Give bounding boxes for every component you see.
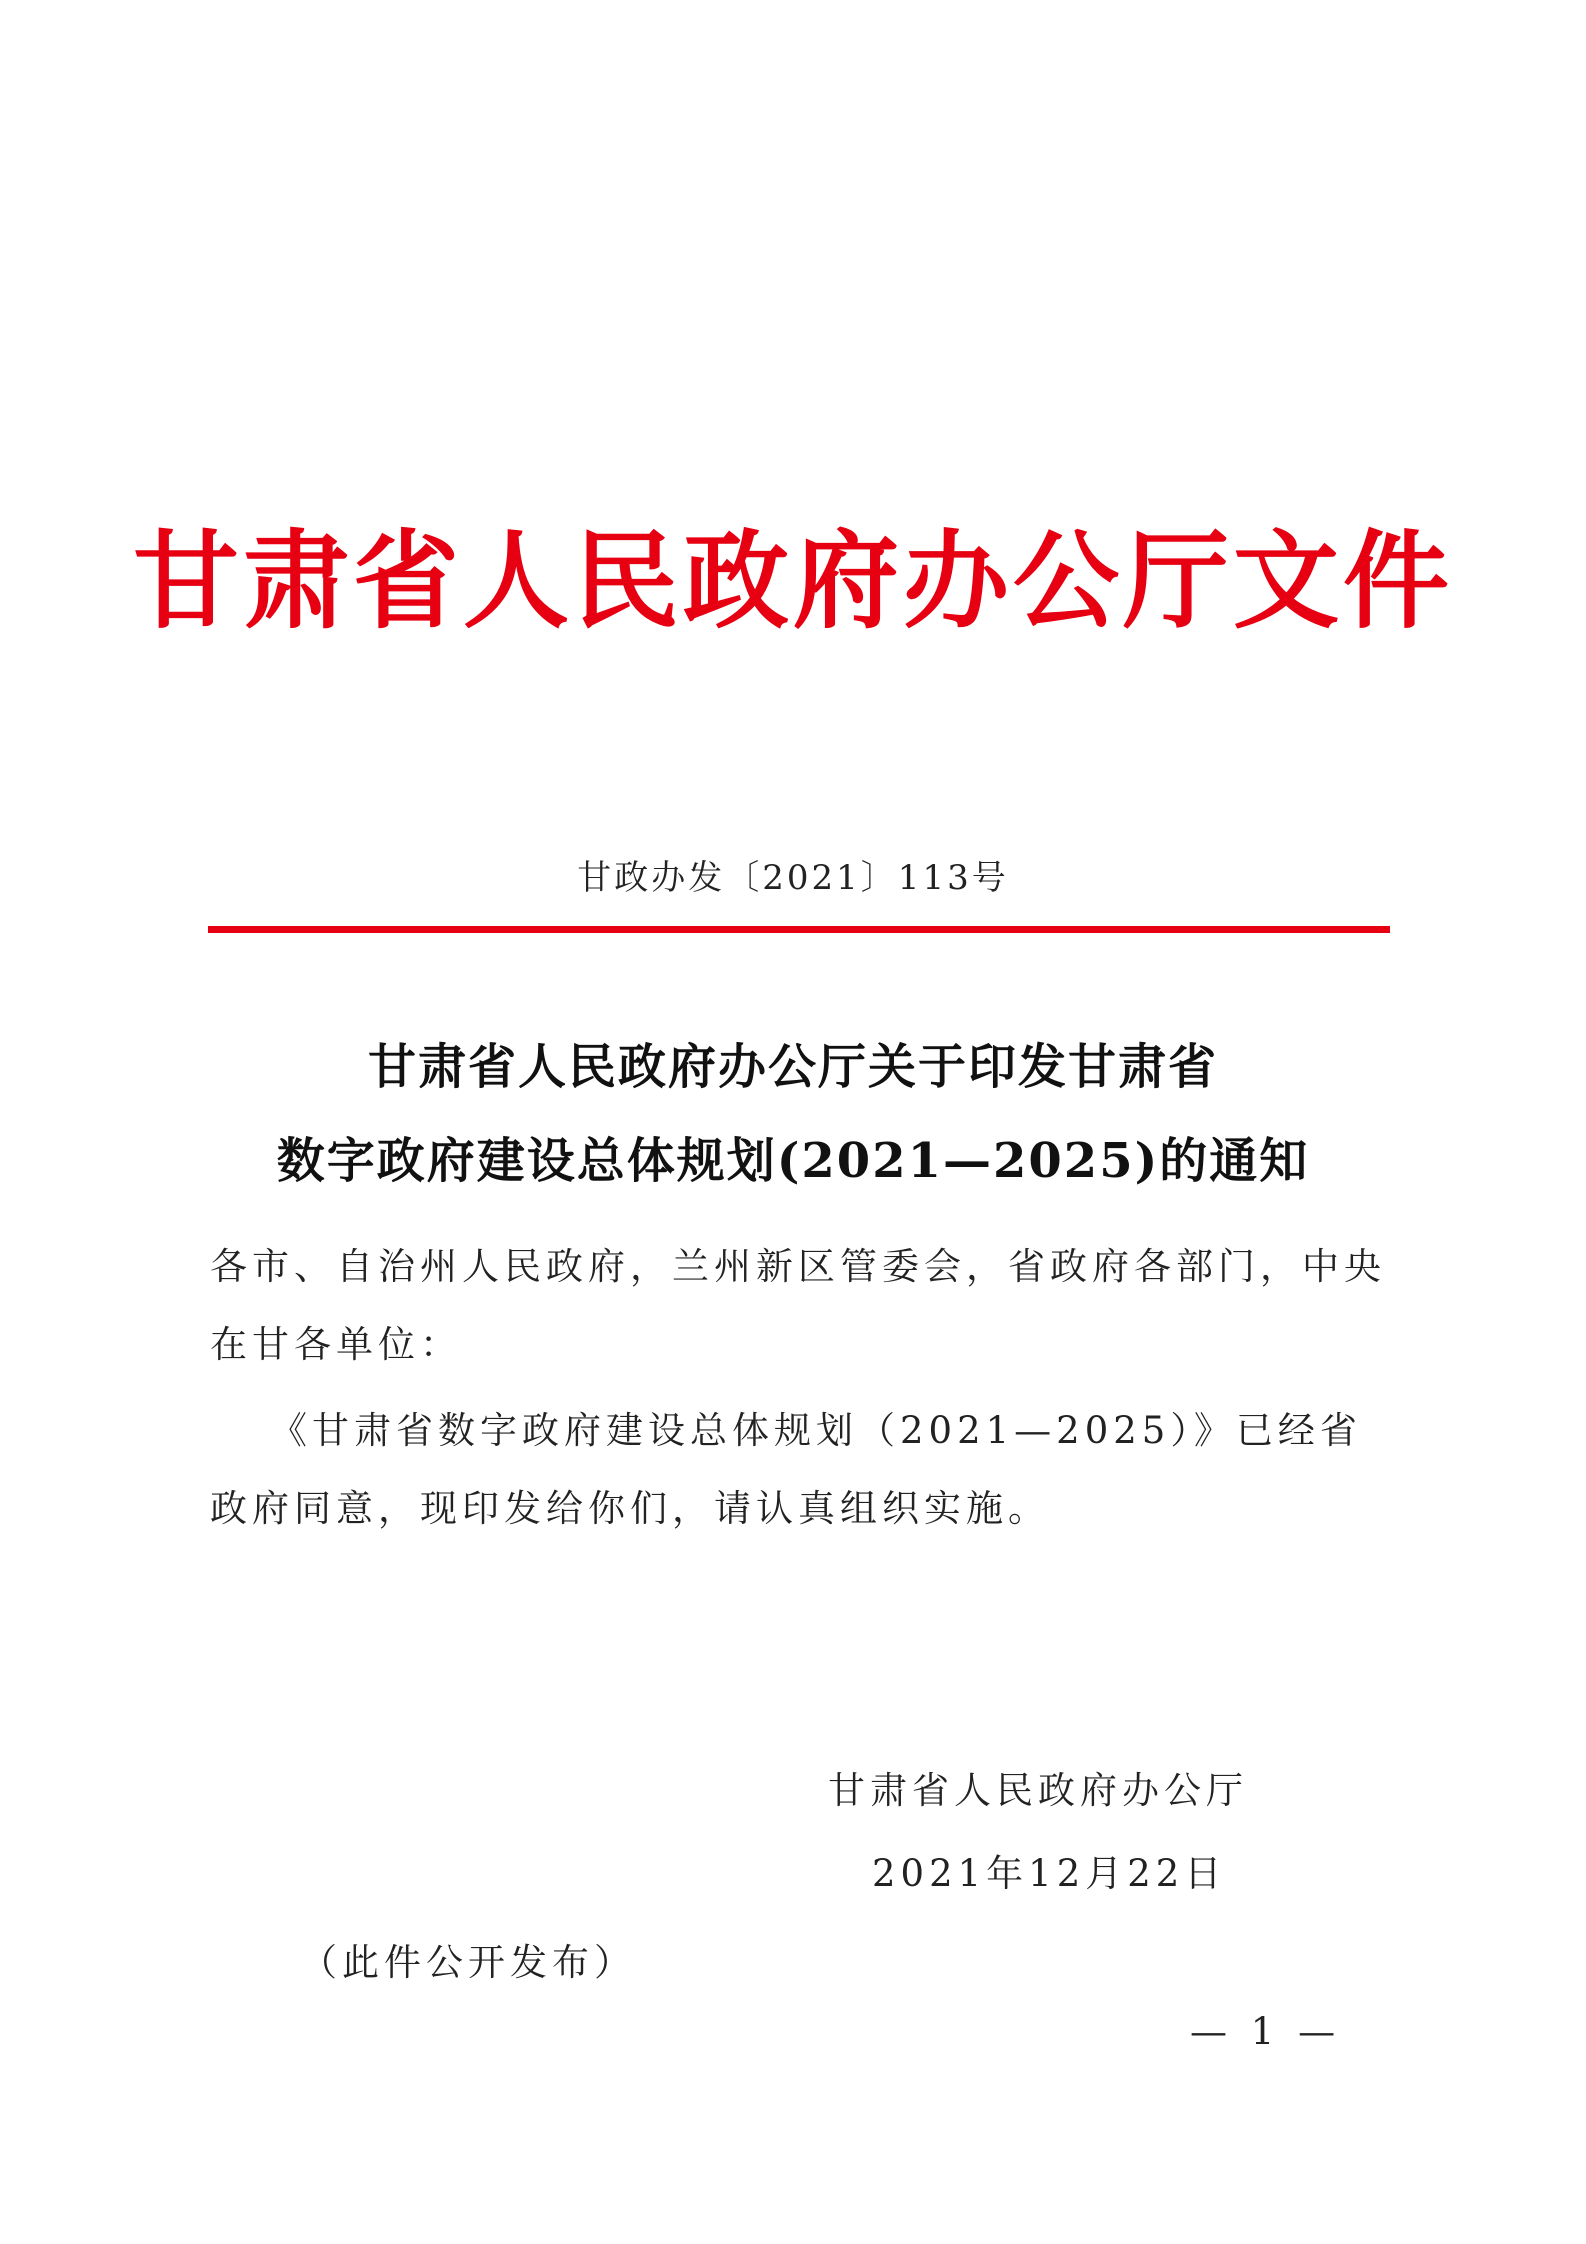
body-paragraph (210, 1392, 1392, 1548)
body-paragraph-text: 《甘肃省数字政府建设总体规划（2021—2025）》已经省政府同意，现印发给你们，请认真组织实施。 (210, 1409, 1362, 1530)
signature-organization: 甘肃省人民政府办公厅 (828, 1769, 1248, 1812)
document-number: 甘政办发〔2021〕113号 (577, 858, 1009, 898)
red-separator-line (208, 926, 1390, 933)
masthead-title: 甘肃省人民政府办公厅文件 (133, 520, 1453, 643)
addressee: 各市、自治州人民政府，兰州新区管委会，省政府各部门，中央在甘各单位： (210, 1245, 1386, 1366)
page-number: — 1 — (1190, 2010, 1342, 2053)
document-title-line-1: 甘肃省人民政府办公厅关于印发甘肃省 (367, 1039, 1218, 1095)
document-title (150, 1020, 1436, 1208)
publish-note: （此件公开发布） (300, 1941, 636, 1984)
document-title-line-2: 数字政府建设总体规划(2021—2025)的通知 (276, 1133, 1310, 1189)
signature-date: 2021年12月22日 (872, 1852, 1227, 1895)
